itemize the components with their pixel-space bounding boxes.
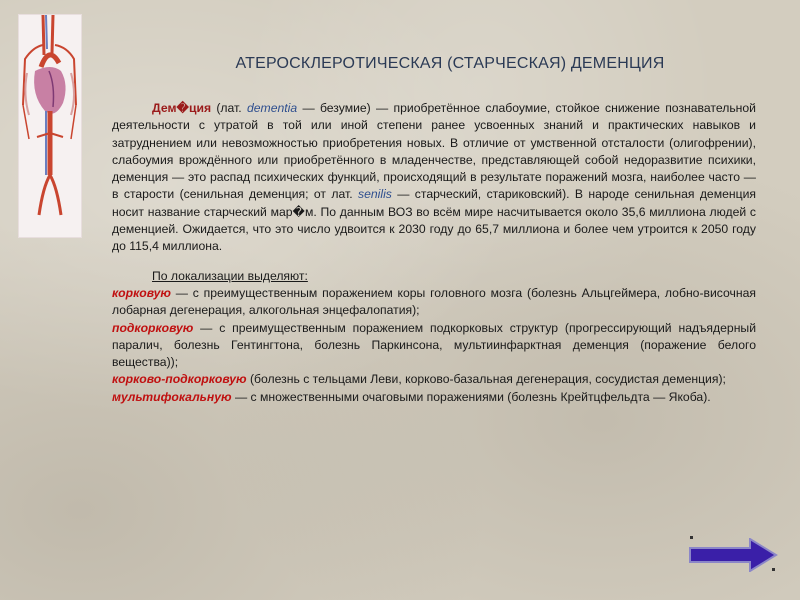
paragraph-spacer	[112, 256, 756, 268]
localization-term-subcortical: подкорковую	[112, 320, 194, 335]
localization-item	[112, 320, 756, 372]
anatomy-illustration	[18, 14, 82, 238]
localization-text: — с множественными очаговыми поражениями (болезнь Крейтцфельдта — Якоба).	[231, 389, 711, 404]
heart-aorta-icon	[19, 15, 81, 237]
localization-heading: По локализации выделяют:	[152, 268, 308, 283]
localization-item	[112, 371, 756, 388]
arrow-right-icon	[690, 539, 776, 571]
next-slide-button[interactable]	[688, 538, 778, 572]
definition-text-1: (лат.	[211, 101, 247, 115]
localization-term-cortical: корковую	[112, 285, 171, 300]
localization-text: — с преимущественным поражением подкорковых структур (прогрессирующий надъядерный паралич, болезнь Гентингтона, болезнь Паркинсона, мультиинфарктная деменция (поражение белого вещества));	[112, 320, 756, 370]
latin-word-dementia: dementia	[246, 101, 298, 115]
localization-heading-line	[112, 268, 756, 285]
definition-text-2: — безумие) — приобретённое слабоумие, стойкое снижение познавательной деятельности с утратой в той или иной степени ранее усвоенных знаний и практических навыков и затруднением или невозможностью приобретения новых. В отличие от умственной отсталости (олигофрении), слабоумия врождённого или приобретённого в младенчестве, представляющей собой недоразвитие психики, деменция — это распад психических функций, происходящий в результате поражений мозга, наиболее часто — в старости (сенильная деменция; от лат.	[112, 101, 756, 202]
localization-text: — с преимущественным поражением коры головного мозга (болезнь Альцгеймера, лобно-височная лобарная дегенерация, алкогольная энцефалопатия);	[112, 285, 756, 318]
localization-item	[112, 285, 756, 320]
localization-term-cortical-subcortical: корково-подкорковую	[112, 372, 247, 387]
definition-text-3: — старческий, стариковский). В народе сенильная деменция носит название старческий мар�м. По данным ВОЗ во всём мире насчитывается около 35,6 миллиона людей с деменцией. Ожидается, что это число удвоится к 2030 году до 65,7 миллиона и более чем утроится к 2050 году до 115,4 миллиона.	[112, 187, 756, 254]
definition-paragraph	[112, 100, 756, 256]
localization-term-multifocal: мультифокальную	[112, 389, 232, 404]
slide-body	[112, 100, 756, 406]
latin-word-senilis: senilis	[358, 187, 392, 202]
definition-term: Дем�ция	[152, 101, 212, 115]
slide-title: АТЕРОСКЛЕРОТИЧЕСКАЯ (СТАРЧЕСКАЯ) ДЕМЕНЦИЯ	[235, 55, 665, 72]
localization-item	[112, 389, 756, 406]
localization-text: (болезнь с тельцами Леви, корково-базальная дегенерация, сосудистая деменция);	[246, 372, 726, 387]
